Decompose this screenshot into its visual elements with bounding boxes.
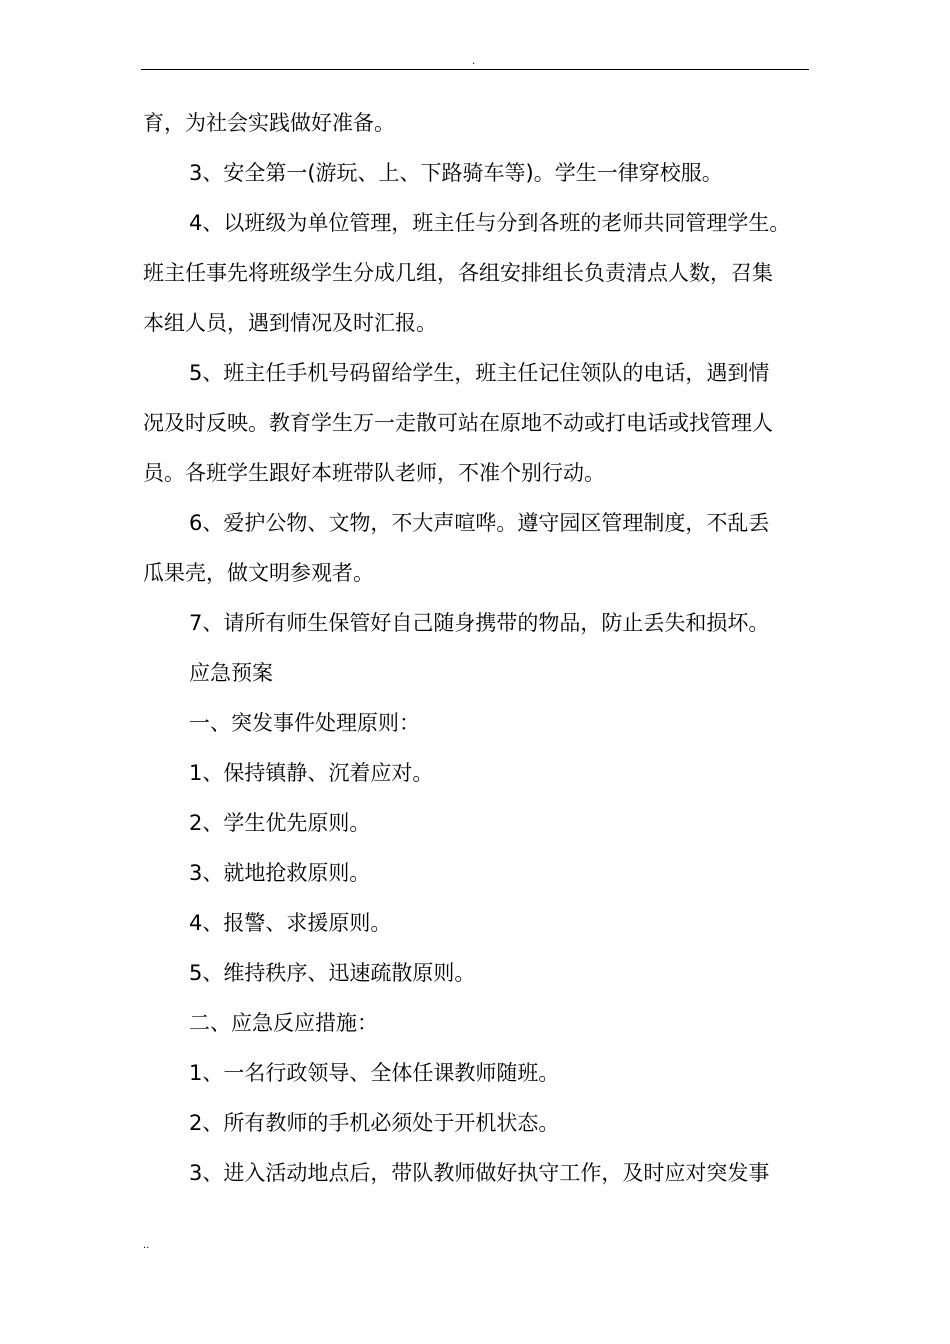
text-line: 4、以班级为单位管理，班主任与分到各班的老师共同管理学生。	[189, 211, 791, 235]
text-line: 1、一名行政领导、全体任课教师随班。	[189, 1061, 560, 1085]
text-line: 2、学生优先原则。	[189, 811, 371, 835]
text-line: 2、所有教师的手机必须处于开机状态。	[189, 1111, 560, 1135]
text-line: 班主任事先将班级学生分成几组，各组安排组长负责清点人数，召集	[143, 261, 773, 285]
text-line: 7、请所有师生保管好自己随身携带的物品，防止丢失和损坏。	[189, 611, 770, 635]
text-line: 育，为社会实践做好准备。	[143, 111, 395, 135]
text-line: 瓜果壳，做文明参观者。	[143, 561, 374, 585]
text-line: 5、班主任手机号码留给学生，班主任记住领队的电话，遇到情	[189, 361, 770, 385]
text-line: 一、突发事件处理原则：	[189, 711, 420, 735]
text-line: 3、进入活动地点后，带队教师做好执守工作，及时应对突发事	[189, 1161, 770, 1185]
text-line: 本组人员，遇到情况及时汇报。	[143, 311, 437, 335]
text-line: 二、应急反应措施：	[189, 1011, 378, 1035]
section-heading: 应急预案	[189, 661, 273, 685]
text-line: 4、报警、求援原则。	[189, 911, 392, 935]
text-line: 3、安全第一(游玩、上、下路骑车等)。学生一律穿校服。	[189, 161, 723, 185]
header-dot: .	[472, 56, 476, 67]
text-line: 况及时反映。教育学生万一走散可站在原地不动或打电话或找管理人	[143, 411, 773, 435]
text-line: 1、保持镇静、沉着应对。	[189, 761, 434, 785]
text-line: 6、爱护公物、文物，不大声喧哗。遵守园区管理制度，不乱丢	[189, 511, 770, 535]
document-body	[143, 98, 811, 1198]
text-line: 3、就地抢救原则。	[189, 861, 371, 885]
footer-dots: ..	[143, 1240, 150, 1251]
text-line: 5、维持秩序、迅速疏散原则。	[189, 961, 476, 985]
header-rule	[141, 69, 809, 70]
text-line: 员。各班学生跟好本班带队老师，不准个别行动。	[143, 461, 605, 485]
